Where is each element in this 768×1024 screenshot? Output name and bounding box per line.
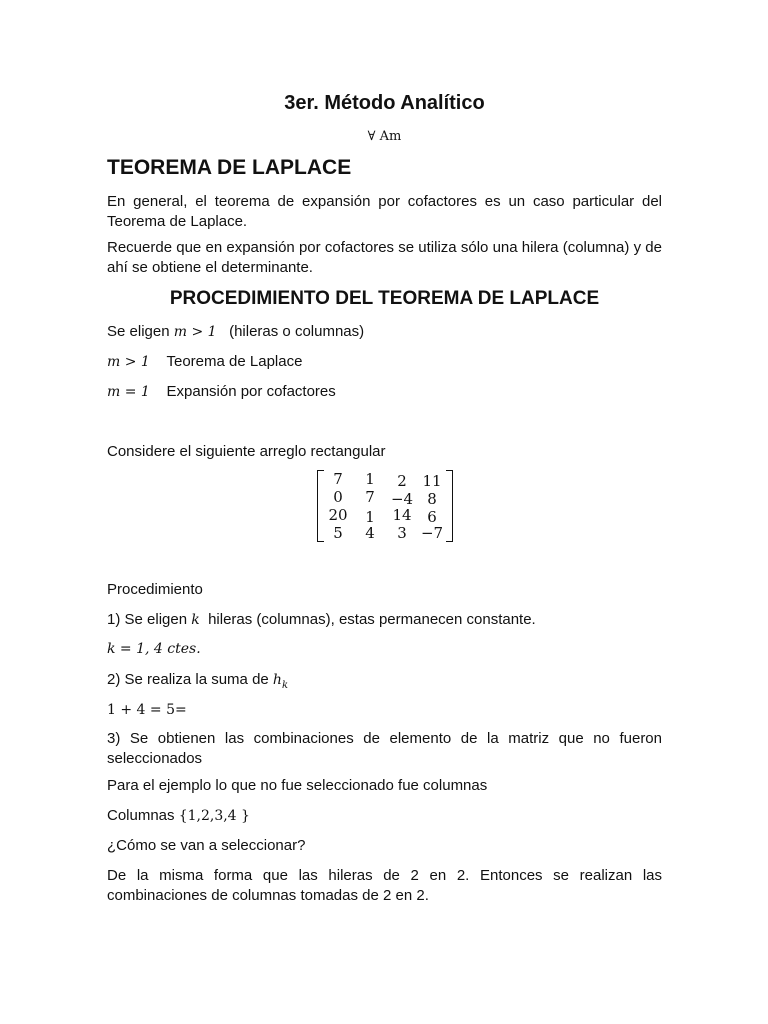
line-procedimiento: Procedimiento (107, 581, 203, 598)
case1-math: m > 1 (107, 354, 150, 370)
matrix-cell: 5 (333, 524, 343, 542)
case2-math: m = 1 (107, 384, 150, 400)
matrix-cell: 0 (333, 488, 343, 506)
step1-math: k (191, 612, 200, 628)
forall-formula: ∀ Am (367, 129, 402, 144)
matrix-cell: 1 (365, 470, 375, 488)
paragraph-final: De la misma forma que las hileras de 2 en 2. Entonces se realizan las combinaciones de columnas tomadas de 2 en 2. (107, 867, 662, 904)
matrix-cell: 11 (422, 472, 442, 490)
line-step-2 (107, 671, 288, 691)
matrix-cell: 2 (397, 472, 407, 490)
matrix-cell: 14 (392, 506, 412, 524)
columnas-math: {1,2,3,4 } (178, 808, 250, 824)
matrix-cell: 1 (365, 508, 375, 526)
matrix-cell: 7 (333, 470, 343, 488)
line-case-2 (107, 383, 336, 400)
document-title: 3er. Método Analítico (284, 92, 485, 114)
paragraph-step-3: 3) Se obtienen las combinaciones de elemento de la matriz que no fueron seleccionados (107, 730, 662, 767)
line-sum: 1 + 4 = 5= (107, 702, 187, 718)
line-step-1 (107, 611, 536, 628)
paragraph-recuerde: Recuerde que en expansión por cofactores se utiliza sólo una hilera (columna) y de ahí se obtiene el determinante. (107, 239, 662, 276)
line-como: ¿Cómo se van a seleccionar? (107, 837, 306, 854)
eligen-math: m > 1 (173, 324, 217, 340)
eligen-prefix: Se eligen (107, 323, 170, 340)
step1-suffix: hileras (columnas), estas permanecen constante. (208, 611, 536, 628)
matrix-cell: 6 (427, 508, 437, 526)
step2-prefix: 2) Se realiza la suma de (107, 671, 269, 688)
matrix-cell: 8 (427, 490, 437, 508)
matrix (317, 470, 453, 542)
heading-procedimiento: PROCEDIMIENTO DEL TEOREMA DE LAPLACE (169, 288, 600, 309)
paragraph-general: En general, el teorema de expansión por cofactores es un caso particular del Teorema de Laplace. (107, 193, 662, 230)
matrix-cell: 3 (397, 524, 407, 542)
case2-text: Expansión por cofactores (166, 383, 336, 400)
line-considere: Considere el siguiente arreglo rectangular (107, 443, 386, 460)
line-columnas (107, 807, 250, 824)
step1-prefix: 1) Se eligen (107, 611, 188, 628)
matrix-cell: −4 (390, 490, 414, 508)
step2-math: h (272, 672, 282, 688)
line-k-ctes: k = 1, 4 ctes. (107, 641, 201, 657)
matrix-right-bracket (446, 470, 453, 542)
matrix-cell: 4 (365, 524, 375, 542)
matrix-cell: −7 (420, 524, 444, 542)
line-se-eligen (107, 323, 364, 340)
matrix-cell: 20 (328, 506, 348, 524)
columnas-prefix: Columnas (107, 807, 175, 824)
step2-sub: k (281, 680, 289, 691)
matrix-cell: 7 (365, 488, 375, 506)
eligen-suffix: (hileras o columnas) (229, 323, 365, 340)
heading-laplace: TEOREMA DE LAPLACE (107, 156, 352, 179)
case1-text: Teorema de Laplace (166, 353, 303, 370)
line-case-1 (107, 353, 302, 370)
line-ejemplo: Para el ejemplo lo que no fue seleccionado fue columnas (107, 777, 488, 794)
